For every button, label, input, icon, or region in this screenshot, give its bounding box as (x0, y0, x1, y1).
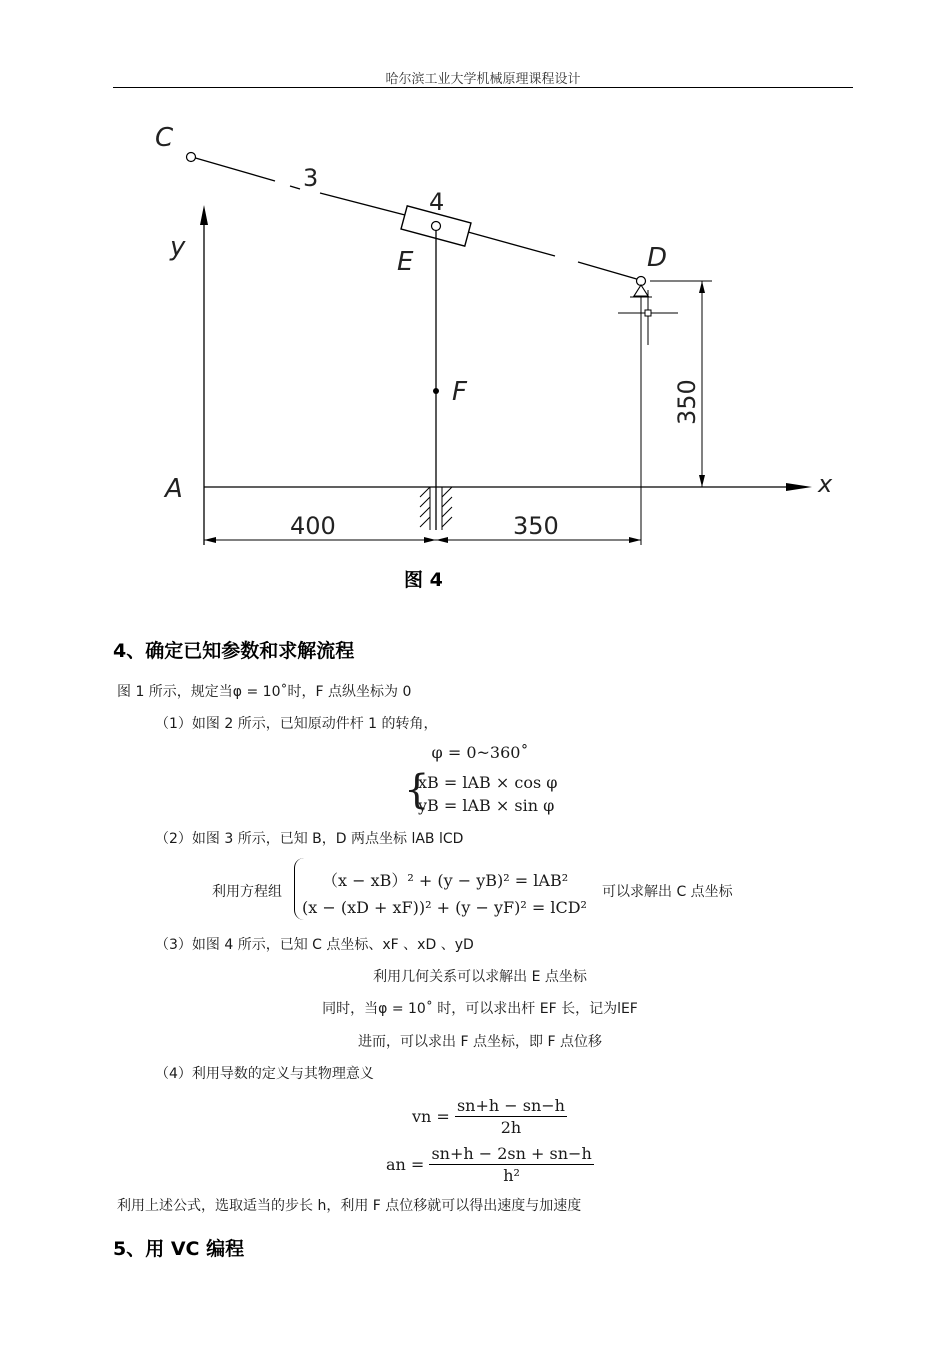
step-4-text: （4）利用导数的定义与其物理意义 (155, 1066, 374, 1082)
conclusion-text: 利用上述公式，选取适当的步长 h，利用 F 点位移就可以得出速度与加速度 (117, 1198, 582, 1214)
eq-group-line1: （x − xB）² + (y − yB)² = lAB² (322, 871, 569, 890)
intro-text: 图 1 所示，规定当φ = 10˚时，F 点纵坐标为 0 (117, 684, 412, 700)
label-slider-4: 4 (429, 188, 445, 216)
section-4-title: 4、确定已知参数和求解流程 (113, 640, 355, 662)
eq-group-line2: (x − (xD + xF))² + (y − yF)² = lCD² (302, 898, 587, 917)
y-axis-arrow (200, 205, 208, 225)
mechanism-diagram (0, 0, 950, 600)
figure-caption: 图 4 (404, 569, 443, 591)
eq-velocity-denominator: 2h (500, 1118, 522, 1137)
dim-400: 400 (290, 512, 336, 540)
eq-phi: φ = 0~360˚ (431, 743, 529, 762)
eq-velocity-numerator: sn+h − sn−h (456, 1096, 565, 1115)
step-1-text: （1）如图 2 所示，已知原动件杆 1 的转角， (155, 716, 438, 732)
x-axis-arrow (786, 483, 812, 491)
label-a: A (165, 474, 183, 504)
label-x: x (818, 470, 833, 498)
point-f (433, 388, 439, 394)
dim-350-vertical: 350 (673, 379, 701, 425)
page-header: 哈尔滨工业大学机械原理课程设计 (385, 72, 581, 87)
eq-acceleration-numerator: sn+h − 2sn + sn−h (431, 1144, 592, 1163)
eq-acceleration (386, 1144, 594, 1185)
step-3-a: 利用几何关系可以求解出 E 点坐标 (373, 969, 587, 985)
eq-group-prefix: 利用方程组 (212, 884, 282, 900)
point-e (432, 222, 441, 231)
eq-group-suffix: 可以求解出 C 点坐标 (602, 884, 733, 900)
eq-yb: yB = lAB × sin φ (418, 796, 555, 815)
step-3-b: 同时，当φ = 10˚ 时，可以求出杆 EF 长，记为lEF (322, 1001, 638, 1017)
eq-brace-1: { (404, 767, 430, 813)
dim-350-horizontal: 350 (513, 512, 559, 540)
eq-velocity (412, 1096, 567, 1137)
pivot-d-support (634, 285, 648, 296)
eq-xb: xB = lAB × cos φ (418, 773, 558, 792)
label-link-3: 3 (303, 164, 319, 192)
label-e: E (397, 247, 414, 277)
eq-acceleration-denominator: h² (503, 1166, 520, 1185)
label-d: D (647, 243, 668, 273)
eq-velocity-lhs: vn = (412, 1107, 450, 1126)
label-f: F (452, 377, 467, 407)
point-c (187, 153, 196, 162)
label-y: y (170, 232, 186, 262)
section-5-title: 5、用 VC 编程 (113, 1238, 245, 1260)
step-3-text: （3）如图 4 所示，已知 C 点坐标、xF 、xD 、yD (155, 937, 474, 953)
step-2-text: （2）如图 3 所示，已知 B，D 两点坐标 lAB lCD (155, 831, 464, 847)
step-3-c: 进而，可以求出 F 点坐标，即 F 点位移 (358, 1034, 602, 1050)
label-c: C (155, 123, 174, 153)
eq-acceleration-lhs: an = (386, 1155, 425, 1174)
